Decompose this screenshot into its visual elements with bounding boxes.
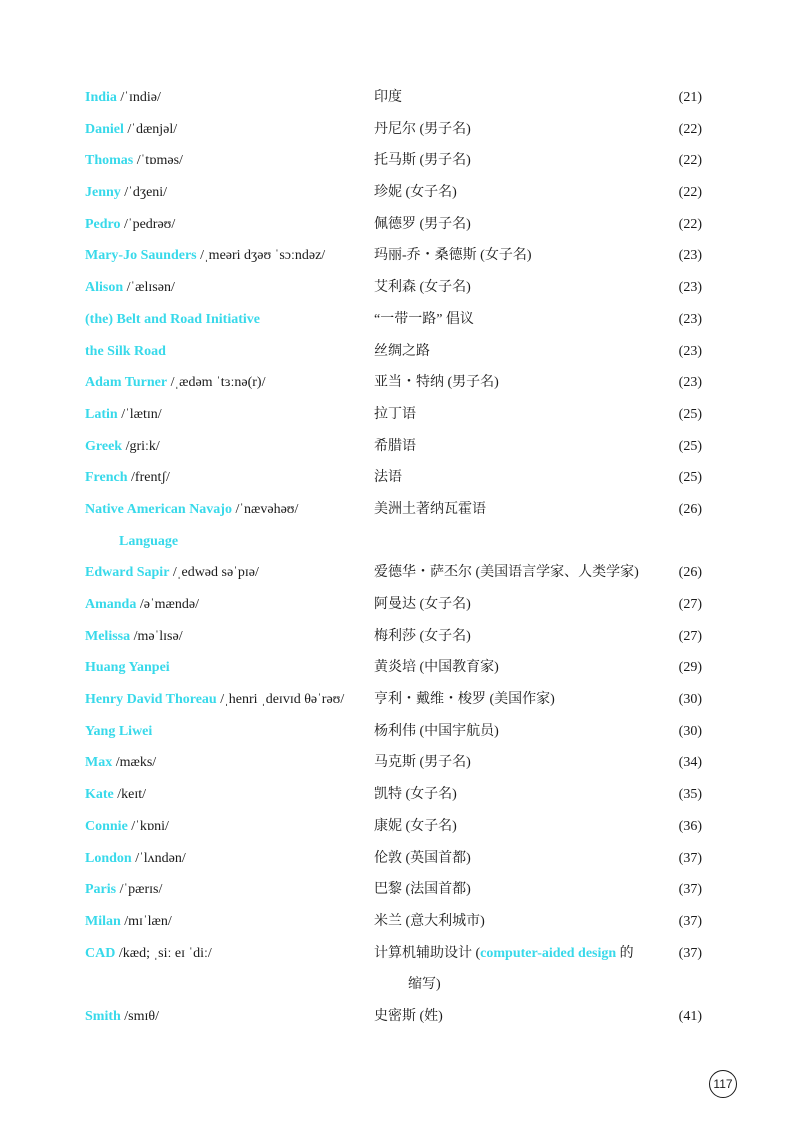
glossary-entry-continuation [0, 969, 800, 1001]
entry-phonetic: /keɪt/ [117, 787, 147, 803]
entry-english [85, 177, 167, 209]
entry-chinese [374, 557, 639, 589]
entry-phonetic: /ˈdænjəl/ [127, 121, 178, 137]
entry-chinese-text: 拉丁语 [374, 406, 416, 422]
entry-chinese-text: 凯特 (女子名) [374, 787, 457, 803]
entry-english [85, 431, 160, 463]
entry-term: Native American Navajo [85, 501, 232, 517]
entry-phonetic: /ˈlʌndən/ [135, 850, 186, 866]
entry-english [85, 399, 162, 431]
entry-chinese-text: 丝绸之路 [374, 343, 430, 359]
entry-page: (37) [678, 850, 702, 866]
entry-term: Amanda [85, 597, 137, 612]
entry-phonetic: /ˌedwəd səˈpɪə/ [172, 565, 259, 581]
entry-chinese [374, 747, 471, 779]
entry-english [85, 272, 175, 304]
entry-term: Paris [85, 882, 117, 898]
entry-phonetic: /ˈpedrəʊ/ [124, 216, 176, 232]
entry-chinese-text: 巴黎 (法国首都) [374, 882, 471, 898]
entry-english [85, 557, 259, 589]
entry-page: (23) [678, 311, 702, 327]
entry-chinese [374, 209, 471, 241]
glossary-list [0, 82, 800, 1033]
glossary-entry [0, 874, 800, 906]
glossary-entry [0, 145, 800, 177]
glossary-entry [0, 557, 800, 589]
entry-term: Henry David Thoreau [85, 692, 217, 708]
entry-term: Yang Liwei [85, 723, 153, 739]
glossary-entry [0, 652, 800, 684]
entry-page: (26) [678, 501, 702, 517]
entry-chinese-text: 丹尼尔 (男子名) [374, 121, 471, 137]
entry-chinese [374, 272, 471, 304]
entry-english [85, 621, 183, 653]
glossary-entry [0, 336, 800, 368]
glossary-entry [0, 589, 800, 621]
entry-term: Huang Yanpei [85, 660, 170, 676]
entry-page: (25) [678, 438, 702, 454]
entry-english [85, 462, 170, 494]
entry-chinese-text: 阿曼达 (女子名) [374, 597, 471, 612]
entry-page: (23) [678, 280, 702, 296]
entry-english [85, 906, 172, 938]
entry-phonetic: /ˈnævəhəʊ/ [235, 501, 299, 517]
glossary-entry [0, 684, 800, 716]
entry-phonetic: /ˌmeəri dʒəʊ ˈsɔːndəz/ [200, 248, 326, 264]
entry-chinese-text: 亚当・特纳 (男子名) [374, 375, 499, 391]
entry-page: (37) [678, 882, 702, 898]
entry-english [85, 716, 152, 748]
entry-chinese [374, 874, 471, 906]
entry-term: Milan [85, 913, 121, 929]
entry-english [85, 779, 146, 811]
entry-english [85, 494, 298, 526]
entry-page: (22) [678, 216, 702, 232]
entry-phonetic: /kæd; ˌsiː eɪ ˈdiː/ [118, 945, 212, 961]
entry-english [85, 843, 186, 875]
entry-phonetic: /ˌhenri ˌdeɪvɪd θəˈrəʊ/ [220, 692, 345, 708]
entry-chinese-text: 美洲土著纳瓦霍语 [374, 501, 486, 517]
entry-chinese [374, 779, 457, 811]
entry-chinese-text: 米兰 (意大利城市) [374, 913, 485, 929]
entry-page: (23) [678, 343, 702, 359]
entry-english [85, 336, 166, 368]
entry-phonetic: /məˈlɪsə/ [133, 628, 183, 644]
entry-chinese-text: 梅利莎 (女子名) [374, 628, 471, 644]
entry-english [85, 652, 170, 684]
entry-english [85, 114, 177, 146]
entry-term: Adam Turner [85, 375, 168, 391]
entry-phonetic: /mæks/ [115, 755, 157, 771]
entry-english [85, 304, 260, 336]
glossary-entry [0, 82, 800, 114]
entry-phonetic: /frentʃ/ [131, 470, 170, 486]
entry-chinese [374, 114, 471, 146]
entry-chinese [374, 240, 532, 272]
entry-phonetic: /əˈmændə/ [139, 597, 199, 612]
entry-term: the Silk Road [85, 343, 166, 359]
entry-page: (37) [678, 945, 702, 961]
entry-phonetic: /ˈɪndiə/ [120, 90, 161, 105]
entry-phonetic: /mɪˈlæn/ [124, 913, 172, 929]
entry-chinese-text: 杨利伟 (中国宇航员) [374, 723, 499, 739]
entry-phonetic: /ˈkɒni/ [131, 818, 169, 834]
entry-english [85, 938, 212, 970]
entry-page: (22) [678, 153, 702, 169]
entry-phonetic: /smɪθ/ [124, 1008, 160, 1024]
entry-chinese [374, 177, 457, 209]
entry-term-continuation: Language [119, 533, 179, 549]
glossary-entry [0, 209, 800, 241]
entry-chinese [374, 304, 474, 336]
entry-term: Connie [85, 818, 128, 834]
entry-term: CAD [85, 945, 116, 961]
entry-page: (41) [678, 1008, 702, 1024]
entry-inline-suffix: 的 [616, 945, 634, 961]
entry-chinese-text: 法语 [374, 470, 402, 486]
entry-page: (37) [678, 913, 702, 929]
entry-chinese [374, 367, 499, 399]
entry-chinese [374, 589, 471, 621]
entry-page: (27) [678, 628, 702, 644]
glossary-entry [0, 1001, 800, 1033]
entry-phonetic: /griːk/ [125, 438, 160, 454]
entry-term: Greek [85, 438, 123, 454]
glossary-entry [0, 747, 800, 779]
entry-chinese [374, 684, 555, 716]
entry-english [85, 240, 325, 272]
glossary-entry [0, 272, 800, 304]
entry-inline-term: computer-aided design [480, 945, 617, 961]
entry-chinese [374, 145, 471, 177]
glossary-entry [0, 779, 800, 811]
entry-chinese [374, 652, 499, 684]
entry-page: (25) [678, 406, 702, 422]
entry-chinese [374, 494, 486, 526]
entry-term: Smith [85, 1008, 121, 1024]
entry-phonetic: /ˈtɒməs/ [136, 153, 183, 169]
entry-page: (35) [678, 787, 702, 803]
glossary-entry-continuation [0, 526, 800, 558]
entry-chinese-text: 希腊语 [374, 438, 416, 454]
entry-term: Latin [85, 406, 118, 422]
entry-chinese-text: 计算机辅助设计 ( [374, 945, 481, 961]
entry-term: Daniel [85, 121, 124, 137]
glossary-entry [0, 938, 800, 970]
entry-term: Alison [85, 280, 124, 296]
entry-page: (23) [678, 248, 702, 264]
entry-chinese-text: 印度 [374, 90, 402, 105]
entry-chinese [374, 399, 416, 431]
entry-english [85, 209, 175, 241]
entry-page: (36) [678, 818, 702, 834]
entry-term: Mary-Jo Saunders [85, 248, 197, 264]
entry-chinese [374, 843, 471, 875]
entry-chinese [374, 811, 457, 843]
entry-chinese-text: 艾利森 (女子名) [374, 280, 471, 296]
entry-chinese [374, 336, 430, 368]
glossary-entry [0, 716, 800, 748]
entry-chinese-continuation: 缩写) [408, 977, 441, 993]
glossary-entry [0, 240, 800, 272]
entry-page: (26) [678, 565, 702, 581]
entry-english [85, 684, 344, 716]
glossary-entry [0, 621, 800, 653]
entry-chinese [374, 431, 416, 463]
entry-chinese-text: 爱德华・萨丕尔 (美国语言学家、人类学家) [374, 565, 639, 581]
entry-chinese [374, 938, 634, 970]
entry-chinese [374, 621, 471, 653]
entry-term: (the) Belt and Road Initiative [85, 311, 260, 327]
page-number: 117 [709, 1070, 737, 1098]
entry-page: (25) [678, 470, 702, 486]
glossary-entry [0, 304, 800, 336]
glossary-entry [0, 811, 800, 843]
entry-chinese [374, 1001, 443, 1033]
glossary-entry [0, 462, 800, 494]
entry-page: (29) [678, 660, 702, 676]
entry-page: (34) [678, 755, 702, 771]
glossary-entry [0, 367, 800, 399]
entry-phonetic: /ˈlætɪn/ [121, 406, 162, 422]
entry-term: Thomas [85, 153, 134, 169]
entry-chinese-text: 康妮 (女子名) [374, 818, 457, 834]
glossary-entry [0, 843, 800, 875]
entry-english [85, 367, 265, 399]
entry-page: (21) [678, 90, 702, 105]
entry-page: (27) [678, 597, 702, 612]
glossary-entry [0, 431, 800, 463]
entry-page: (30) [678, 692, 702, 708]
entry-term: Kate [85, 787, 114, 803]
entry-page: (23) [678, 375, 702, 391]
entry-chinese [374, 462, 402, 494]
entry-english [85, 811, 169, 843]
entry-chinese-text: 马克斯 (男子名) [374, 755, 471, 771]
entry-term: London [85, 850, 132, 866]
entry-english [85, 747, 156, 779]
entry-chinese [374, 82, 402, 114]
entry-chinese-text: 伦敦 (英国首都) [374, 850, 471, 866]
entry-term: Max [85, 755, 113, 771]
entry-chinese [374, 906, 485, 938]
entry-phonetic: /ˌædəm ˈtɜːnə(r)/ [170, 375, 266, 391]
entry-term: Edward Sapir [85, 565, 170, 581]
entry-english [85, 145, 183, 177]
entry-page: (30) [678, 723, 702, 739]
glossary-entry [0, 177, 800, 209]
entry-chinese-text: “一带一路” 倡议 [374, 311, 474, 327]
entry-phonetic: /ˈælɪsən/ [126, 280, 175, 296]
entry-english [85, 82, 161, 114]
entry-chinese-text: 珍妮 (女子名) [374, 185, 457, 201]
entry-term: Melissa [85, 628, 131, 644]
entry-phonetic: /ˈpærɪs/ [119, 882, 163, 898]
entry-chinese [374, 716, 499, 748]
entry-english [85, 1001, 159, 1033]
entry-phonetic: /ˈdʒeni/ [124, 185, 168, 201]
glossary-entry [0, 399, 800, 431]
entry-term: India [85, 90, 117, 105]
entry-english [85, 589, 199, 621]
entry-page: (22) [678, 185, 702, 201]
glossary-entry [0, 114, 800, 146]
entry-page: (22) [678, 121, 702, 137]
glossary-entry [0, 494, 800, 526]
entry-chinese-text: 玛丽-乔・桑德斯 (女子名) [374, 248, 532, 264]
entry-chinese-text: 亨利・戴维・梭罗 (美国作家) [374, 692, 555, 708]
entry-term: French [85, 470, 128, 486]
entry-term: Pedro [85, 216, 121, 232]
entry-chinese-text: 托马斯 (男子名) [374, 153, 471, 169]
entry-term: Jenny [85, 185, 121, 201]
entry-chinese-text: 史密斯 (姓) [374, 1008, 443, 1024]
entry-chinese-text: 佩德罗 (男子名) [374, 216, 471, 232]
entry-english [85, 874, 162, 906]
entry-chinese-text: 黄炎培 (中国教育家) [374, 660, 499, 676]
glossary-entry [0, 906, 800, 938]
